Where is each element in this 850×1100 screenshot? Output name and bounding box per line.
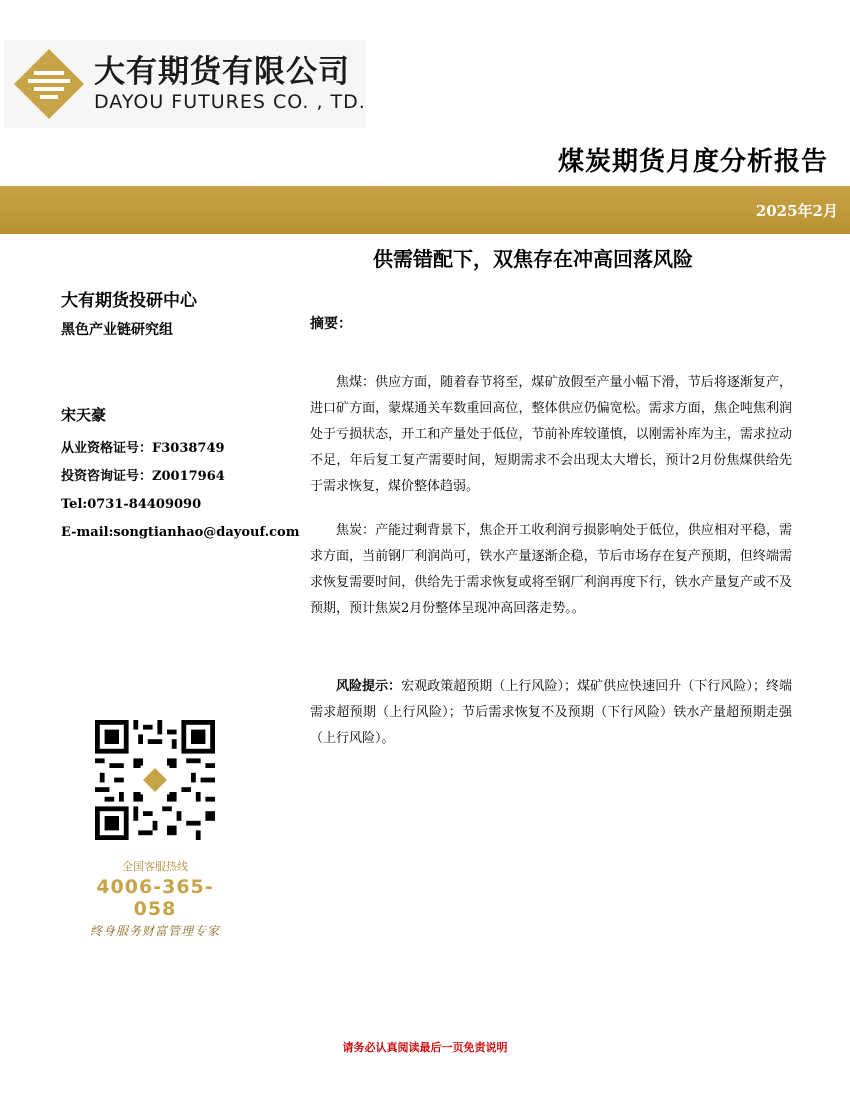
hotline-number: 4006-365-058 xyxy=(96,876,214,920)
company-name-cn: 大有期货有限公司 xyxy=(94,54,350,90)
header-band xyxy=(0,186,850,234)
risk-text: 宏观政策超预期（上行风险）；煤矿供应快速回升（下行风险）；终端需求超预期（上行风险）；节后需求恢复不及预期（下行风险）铁水产量超预期走强（上行风险）。 xyxy=(310,679,792,746)
telephone: Tel:0731-84409090 xyxy=(61,497,202,512)
research-center: 大有期货投研中心 xyxy=(61,291,197,311)
service-block xyxy=(80,720,230,939)
report-headline: 供需错配下，双焦存在冲高回落风险 xyxy=(373,247,693,271)
coking-coal-paragraph: 焦煤：供应方面，随着春节将至，煤矿放假至产量小幅下滑，节后将逐渐复产，进口矿方面，蒙煤通关车数重回高位，整体供应仍偏宽松。需求方面，焦企吨焦利润处于亏损状态，开工和产量处于低位，节前补库较谨慎，以刚需补库为主，需求拉动不足，年后复工复产需要时间，短期需求不会出现太大增长，预计2月份焦煤供给先于需求恢复，煤价整体趋弱。 xyxy=(310,375,792,494)
dayou-logo-icon xyxy=(12,47,86,121)
author-sidebar xyxy=(61,288,301,542)
report-date: 2025年2月 xyxy=(755,202,838,220)
disclaimer-note: 请务必认真阅读最后一页免责说明 xyxy=(342,1041,508,1054)
service-slogan: 终身服务财富管理专家 xyxy=(89,924,220,938)
research-group: 黑色产业链研究组 xyxy=(61,322,173,338)
report-title: 煤炭期货月度分析报告 xyxy=(557,147,828,177)
qr-code-icon xyxy=(95,720,215,840)
company-name-en: DAYOU FUTURES CO. , TD. xyxy=(94,91,366,113)
hotline-label: 全国客服热线 xyxy=(122,860,188,873)
abstract-section xyxy=(310,314,792,752)
risk-label: 风险提示： xyxy=(336,679,402,694)
coke-paragraph: 焦炭：产能过剩背景下，焦企开工收利润亏损影响处于低位，供应相对平稳，需求方面，当前钢厂利润尚可，铁水产量逐渐企稳，节后市场存在复产预期，但终端需求恢复需要时间，供给先于需求恢复或将至钢厂利润再度下行，铁水产量复产或不及预期，预计焦炭2月份整体呈现冲高回落走势。。 xyxy=(310,523,792,616)
company-logo xyxy=(4,40,366,128)
email: E-mail:songtianhao@dayouf.com xyxy=(61,525,300,540)
qualification-number: 从业资格证号：F3038749 xyxy=(61,441,225,456)
analyst-name: 宋天豪 xyxy=(61,406,107,424)
consult-number: 投资咨询证号：Z0017964 xyxy=(61,469,225,484)
risk-paragraph xyxy=(310,674,792,752)
abstract-label: 摘要： xyxy=(310,316,352,332)
